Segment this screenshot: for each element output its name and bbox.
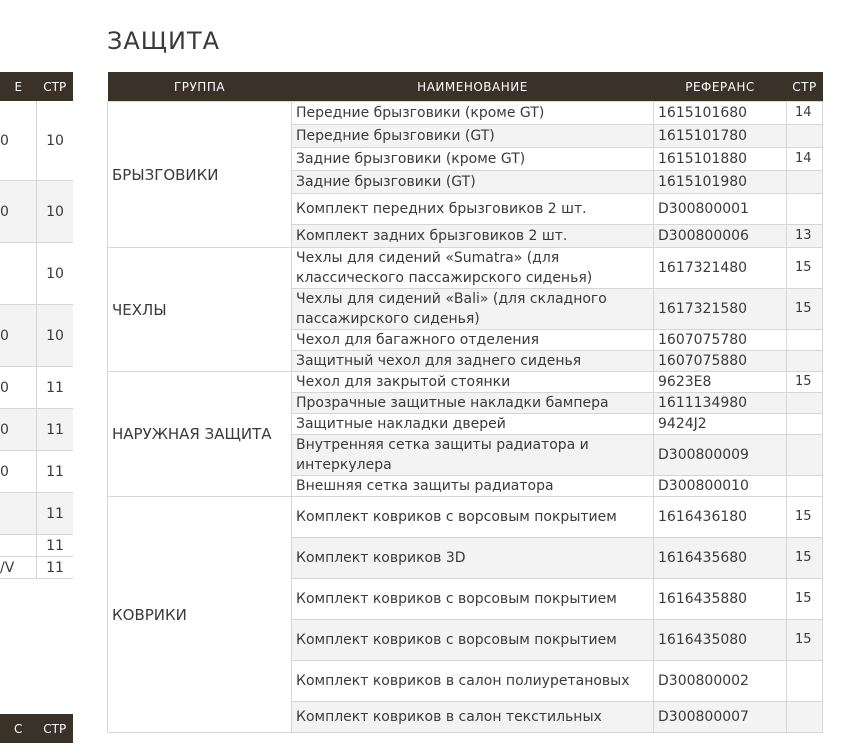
item-reference: D300800010 [654, 476, 787, 497]
item-name: Внутренняя сетка защиты радиатора и интеркулера [292, 435, 654, 476]
table-row [108, 248, 823, 289]
item-reference: 1615101780 [654, 125, 787, 148]
table-row [108, 372, 823, 393]
item-name: Комплект ковриков с ворсовым покрытием [292, 620, 654, 661]
left-table-row [0, 101, 73, 181]
item-name: Комплект ковриков в салон текстильных [292, 702, 654, 733]
item-page [787, 414, 823, 435]
item-name: Чехлы для сидений «Bali» (для складного пассажирского сиденья) [292, 289, 654, 330]
item-page: 15 [787, 620, 823, 661]
left-table-row [0, 535, 73, 557]
item-name: Комплект ковриков с ворсовым покрытием [292, 497, 654, 538]
left-cell-value: 0 [0, 101, 37, 181]
left-cell-page: 11 [37, 367, 74, 409]
left-cell-value [0, 243, 37, 305]
left-cell-value: 0 [0, 305, 37, 367]
item-name: Комплект задних брызговиков 2 шт. [292, 225, 654, 248]
left-table-row [0, 181, 73, 243]
left-table-fragment [0, 72, 73, 579]
item-name: Передние брызговики (кроме GT) [292, 102, 654, 125]
left-cell-page: 11 [37, 535, 74, 557]
item-name: Защитные накладки дверей [292, 414, 654, 435]
item-page [787, 194, 823, 225]
group-label: ЧЕХЛЫ [108, 248, 292, 372]
item-reference: 9424J2 [654, 414, 787, 435]
item-page: 15 [787, 372, 823, 393]
item-page [787, 171, 823, 194]
item-page [787, 702, 823, 733]
item-reference: 1616435880 [654, 579, 787, 620]
item-reference: D300800001 [654, 194, 787, 225]
item-name: Чехол для закрытой стоянки [292, 372, 654, 393]
item-reference: 1611134980 [654, 393, 787, 414]
item-reference: D300800007 [654, 702, 787, 733]
item-page: 14 [787, 102, 823, 125]
left-table-row [0, 243, 73, 305]
left-cell-page: 11 [37, 409, 74, 451]
item-page: 13 [787, 225, 823, 248]
item-name: Задние брызговики (GT) [292, 171, 654, 194]
item-reference: 1616435680 [654, 538, 787, 579]
item-reference: 1617321580 [654, 289, 787, 330]
left-header-col1: Е [0, 72, 37, 101]
header-ref: РЕФЕРАНС [654, 72, 787, 102]
page-title: ЗАЩИТА [107, 27, 221, 55]
header-group: ГРУППА [108, 72, 292, 102]
left-cell-value: 0 [0, 181, 37, 243]
item-reference: 1616436180 [654, 497, 787, 538]
left-cell-page: 10 [37, 181, 74, 243]
table-row [108, 102, 823, 125]
item-name: Чехлы для сидений «Sumatra» (для классического пассажирского сиденья) [292, 248, 654, 289]
item-reference: D300800002 [654, 661, 787, 702]
item-name: Чехол для багажного отделения [292, 330, 654, 351]
item-page: 15 [787, 579, 823, 620]
item-page: 14 [787, 148, 823, 171]
item-name: Комплект ковриков с ворсовым покрытием [292, 579, 654, 620]
left2-header-page: СТР [37, 714, 74, 743]
left-cell-value [0, 493, 37, 535]
item-reference: D300800006 [654, 225, 787, 248]
left-table-row [0, 557, 73, 579]
item-name: Комплект передних брызговиков 2 шт. [292, 194, 654, 225]
item-page: 15 [787, 289, 823, 330]
item-name: Внешняя сетка защиты радиатора [292, 476, 654, 497]
table-row [108, 497, 823, 538]
left-cell-page: 10 [37, 305, 74, 367]
left-table-row [0, 367, 73, 409]
item-page [787, 476, 823, 497]
item-name: Прозрачные защитные накладки бампера [292, 393, 654, 414]
left-header-page: СТР [37, 72, 74, 101]
left-cell-value: 0 [0, 451, 37, 493]
left-cell-value: /V [0, 557, 37, 579]
item-page: 15 [787, 538, 823, 579]
protection-table [107, 72, 822, 733]
item-reference: 1615101980 [654, 171, 787, 194]
item-page [787, 435, 823, 476]
header-page: СТР [787, 72, 823, 102]
left-cell-value: 0 [0, 367, 37, 409]
left-cell-value: 0 [0, 409, 37, 451]
item-name: Комплект ковриков в салон полиуретановых [292, 661, 654, 702]
item-name: Передние брызговики (GT) [292, 125, 654, 148]
left-table-fragment-2 [0, 714, 73, 743]
left-table-row [0, 409, 73, 451]
left-table-row [0, 305, 73, 367]
group-label: НАРУЖНАЯ ЗАЩИТА [108, 372, 292, 497]
item-page [787, 393, 823, 414]
left-cell-page: 11 [37, 557, 74, 579]
item-name: Задние брызговики (кроме GT) [292, 148, 654, 171]
item-reference: 1615101880 [654, 148, 787, 171]
group-label: БРЫЗГОВИКИ [108, 102, 292, 248]
left-cell-value [0, 535, 37, 557]
item-reference: 1616435080 [654, 620, 787, 661]
item-reference: 1615101680 [654, 102, 787, 125]
left-cell-page: 10 [37, 101, 74, 181]
item-reference: 1617321480 [654, 248, 787, 289]
item-page: 15 [787, 248, 823, 289]
item-reference: 1607075780 [654, 330, 787, 351]
item-page [787, 330, 823, 351]
item-page [787, 125, 823, 148]
header-name: НАИМЕНОВАНИЕ [292, 72, 654, 102]
left2-header-col1: С [0, 714, 37, 743]
left-cell-page: 11 [37, 451, 74, 493]
item-reference: 9623E8 [654, 372, 787, 393]
group-label: КОВРИКИ [108, 497, 292, 733]
item-reference: D300800009 [654, 435, 787, 476]
left-table-row [0, 493, 73, 535]
left-table-row [0, 451, 73, 493]
item-name: Защитный чехол для заднего сиденья [292, 351, 654, 372]
item-page [787, 661, 823, 702]
item-name: Комплект ковриков 3D [292, 538, 654, 579]
item-page: 15 [787, 497, 823, 538]
left-cell-page: 11 [37, 493, 74, 535]
item-page [787, 351, 823, 372]
item-reference: 1607075880 [654, 351, 787, 372]
left-cell-page: 10 [37, 243, 74, 305]
